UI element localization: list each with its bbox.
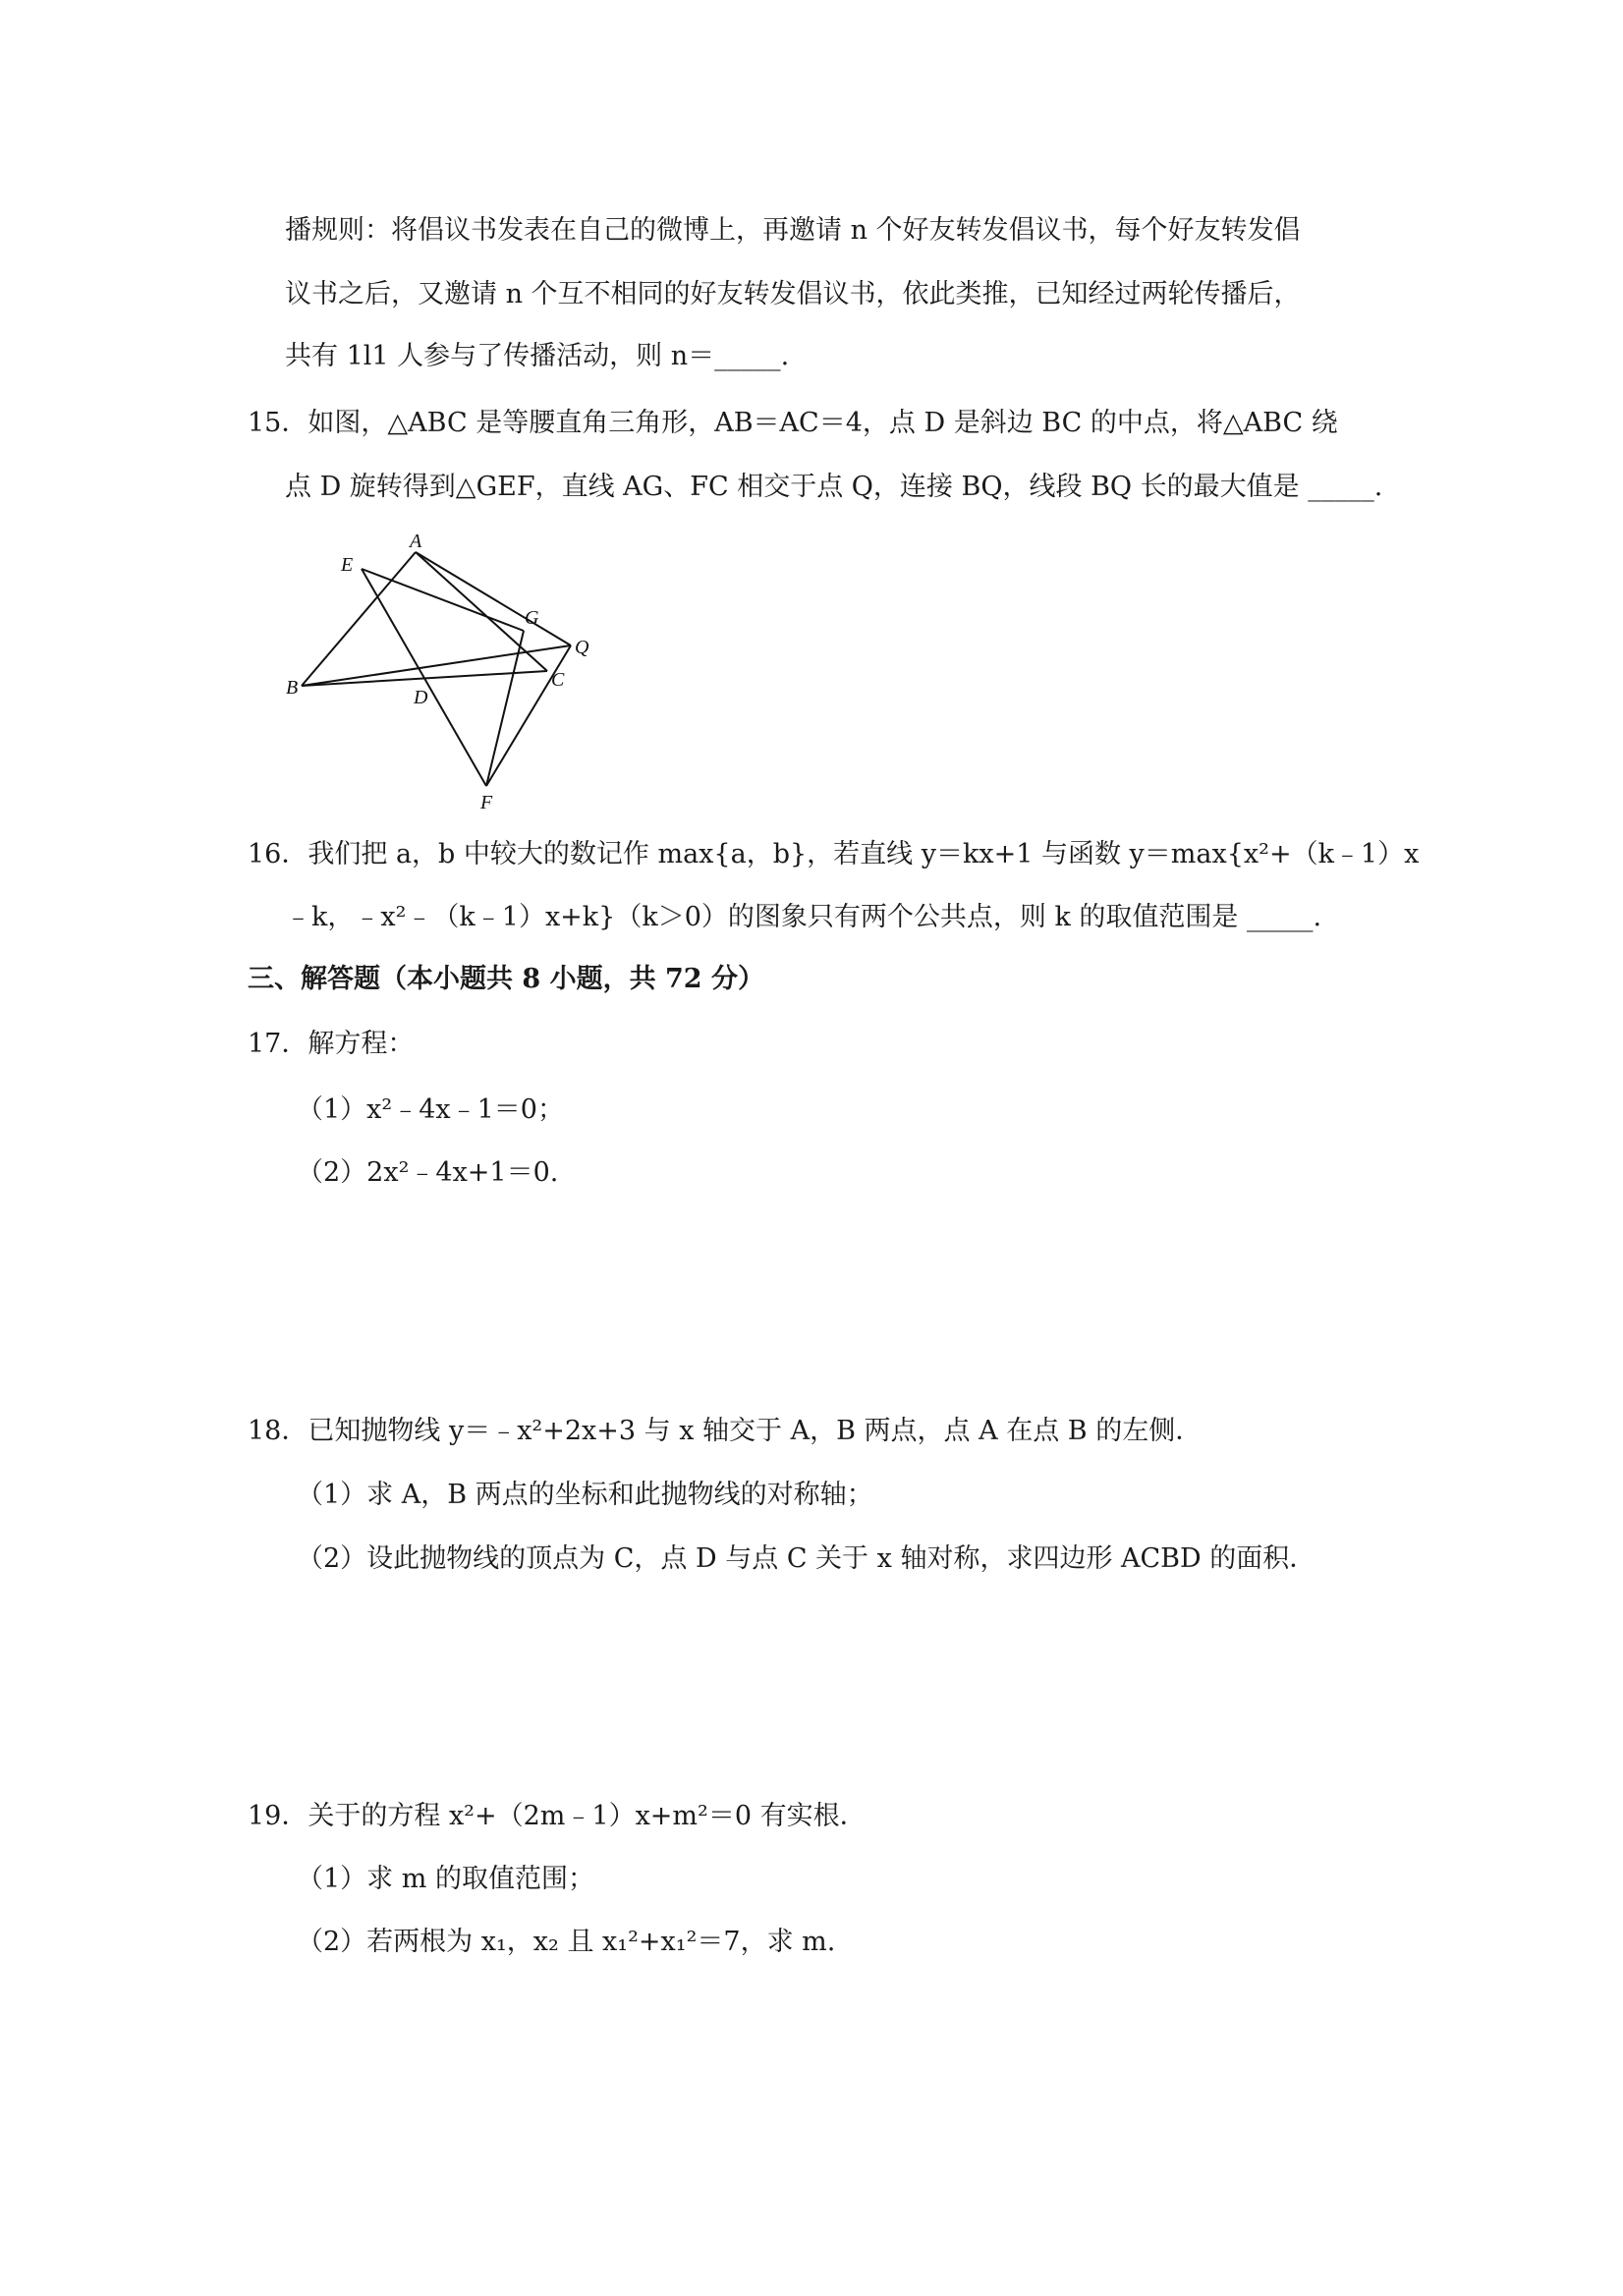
q18-part2: （2）设此抛物线的顶点为 C，点 D 与点 C 关于 x 轴对称，求四边形 ACBD 的面积．	[297, 1543, 1316, 1574]
q17-number: 17．	[248, 1029, 308, 1059]
q19-part2: （2）若两根为 x₁，x₂ 且 x₁²+x₁²＝7，求 m.	[297, 1927, 836, 1957]
q17-part1: （1）x²﹣4x﹣1＝0；	[297, 1094, 564, 1125]
label-c: C	[551, 669, 565, 691]
label-b: B	[286, 677, 299, 699]
q19-number: 19．	[248, 1801, 308, 1831]
label-a: A	[410, 531, 422, 552]
q18-stem-line	[248, 1415, 1202, 1448]
q18-stem: 已知抛物线 y＝﹣x²+2x+3 与 x 轴交于 A，B 两点，点 A 在点 B 的左侧．	[308, 1416, 1203, 1446]
q18-number: 18．	[248, 1416, 308, 1446]
label-d: D	[414, 687, 428, 708]
q14-line1: 播规则：将倡议书发表在自己的微博上，再邀请 n 个好友转发倡议书，每个好友转发倡	[285, 215, 1301, 246]
label-q: Q	[575, 637, 589, 658]
q15-line2: 点 D 旋转得到△GEF，直线 AG、FC 相交于点 Q，连接 BQ，线段 BQ 长的最大值是 _____.	[285, 472, 1383, 502]
q16-line1	[248, 838, 1419, 871]
q15-figure	[280, 526, 614, 815]
q15-number: 15．	[248, 408, 308, 438]
q16-text-1: 我们把 a，b 中较大的数记作 max{a，b}，若直线 y＝kx+1 与函数 y＝max{x²+（k﹣1）x	[308, 839, 1420, 869]
q19-stem: 关于的方程 x²+（2m﹣1）x+m²＝0 有实根．	[308, 1801, 867, 1831]
q17-part2: （2）2x²﹣4x+1＝0.	[297, 1157, 559, 1188]
section-three-title: 三、解答题（本小题共 8 小题，共 72 分）	[248, 964, 764, 994]
q17-stem: 解方程：	[308, 1029, 415, 1059]
label-f: F	[480, 792, 493, 813]
q18-part1: （1）求 A，B 两点的坐标和此抛物线的对称轴；	[297, 1480, 873, 1510]
label-e: E	[341, 554, 354, 576]
q14-line3: 共有 1l1 人参与了传播活动，则 n＝_____.	[285, 341, 790, 371]
q15-line1	[248, 407, 1338, 440]
q19-stem-line	[248, 1800, 867, 1833]
q15-figure-lines	[302, 552, 571, 786]
q16-number: 16．	[248, 839, 308, 869]
q16-line2: ﹣k，﹣x²﹣（k﹣1）x+k}（k＞0）的图象只有两个公共点，则 k 的取值范围是 _____.	[285, 902, 1322, 932]
q19-part1: （1）求 m 的取值范围；	[297, 1864, 594, 1894]
q17-stem-line	[248, 1028, 414, 1061]
q15-text-1: 如图，△ABC 是等腰直角三角形，AB＝AC＝4，点 D 是斜边 BC 的中点，将△ABC 绕	[308, 408, 1338, 438]
label-g: G	[525, 607, 539, 629]
q14-line2: 议书之后，又邀请 n 个互不相同的好友转发倡议书，依此类推，已知经过两轮传播后，	[285, 279, 1301, 309]
